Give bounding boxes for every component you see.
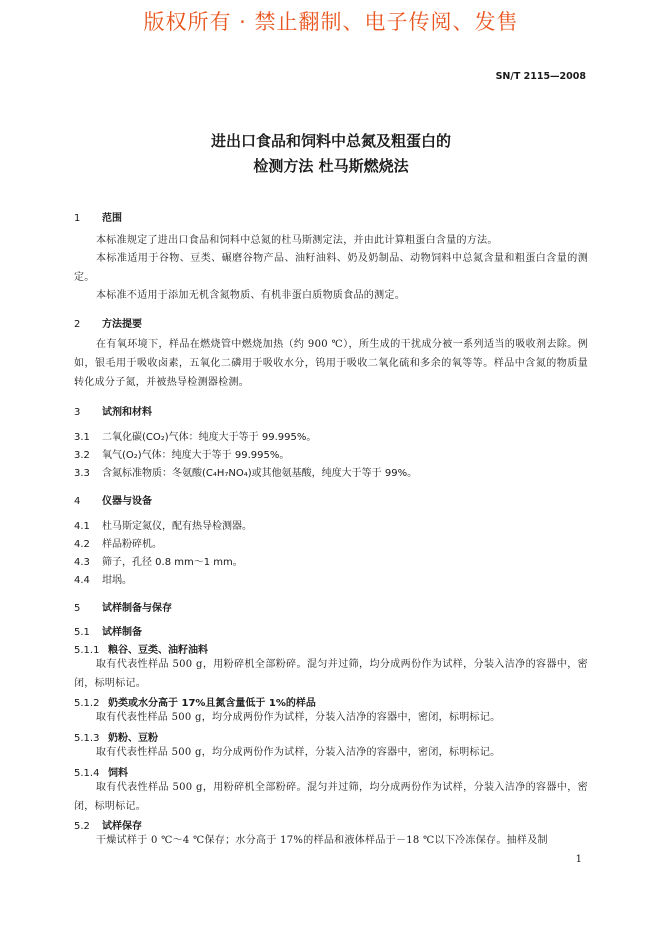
section-title: 仪器与设备 [102, 496, 152, 507]
subsection-5-1-1-text: 取有代表性样品 500 g，用粉碎机全部粉碎。混匀并过筛，均分成两份作为试样，分装入洁净的容器中，密闭，标明标记。 [74, 659, 588, 689]
section-1-heading [74, 209, 122, 224]
list-item [74, 464, 417, 479]
section-title: 范围 [102, 213, 122, 224]
item-text: 氧气(O₂)气体：纯度大于等于 99.995%。 [102, 450, 290, 461]
section-number: 5 [74, 603, 81, 614]
section-2-heading [74, 315, 142, 330]
subsection-number: 5.2 [74, 821, 90, 832]
section-1-para-2: 本标准适用于谷物、豆类、碾磨谷物产品、油籽油料、奶及奶制品、动物饲料中总氮含量和粗蛋白含量的测定。 [74, 253, 588, 283]
list-item [74, 535, 162, 550]
subsection-5-1-3-heading [74, 729, 158, 744]
subsection-number: 5.1 [74, 627, 90, 638]
section-5-heading [74, 599, 172, 614]
subsection-title: 试样保存 [102, 821, 142, 832]
subsection-title: 奶类或水分高于 17%且氮含量低于 1%的样品 [108, 698, 316, 709]
page-number: 1 [575, 854, 582, 865]
list-item [74, 517, 252, 532]
subsection-number: 5.1.2 [74, 698, 100, 709]
section-number: 3 [74, 407, 81, 418]
subsection-5-1-4-text: 取有代表性样品 500 g，用粉碎机全部粉碎。混匀并过筛，均分成两份作为试样，分装入洁净的容器中，密闭，标明标记。 [74, 782, 588, 812]
subsection-title: 饲料 [108, 768, 128, 779]
section-title: 试剂和材料 [102, 407, 152, 418]
item-number: 4.2 [74, 539, 90, 550]
item-number: 4.1 [74, 521, 90, 532]
subsection-title: 奶粉、豆粉 [108, 733, 158, 744]
copyright-watermark: 版权所有 · 禁止翻制、电子传阅、发售 [143, 10, 519, 34]
item-number: 3.2 [74, 450, 90, 461]
section-number: 4 [74, 496, 81, 507]
item-text: 二氧化碳(CO₂)气体：纯度大于等于 99.995%。 [102, 432, 317, 443]
subsection-5-1-1-heading [74, 641, 208, 656]
subsection-5-1-heading [74, 623, 142, 638]
section-2-para-1: 在有氧环境下，样品在燃烧管中燃烧加热（约 900 ℃），所生成的干扰成分被一系列适当的吸收剂去除。例如，银毛用于吸收卤素，五氧化二磷用于吸收水分，钨用于吸收二氧化硫和多余的氧等等。样品中含氮的物质量转化成分子氮，并被热导检测器检测。 [74, 339, 588, 388]
item-number: 3.1 [74, 432, 90, 443]
subsection-number: 5.1.1 [74, 645, 100, 656]
section-4-heading [74, 492, 152, 507]
list-item [74, 428, 316, 443]
list-item [74, 446, 289, 461]
document-title-line1: 进出口食品和饲料中总氮及粗蛋白的 [210, 132, 451, 150]
list-item [74, 571, 132, 586]
subsection-5-1-4-heading [74, 764, 128, 779]
subsection-5-1-2-heading [74, 694, 316, 709]
item-text: 杜马斯定氮仪，配有热导检测器。 [102, 521, 252, 532]
subsection-title: 粮谷、豆类、油籽油料 [108, 645, 208, 656]
section-title: 试样制备与保存 [102, 603, 172, 614]
item-text: 筛子，孔径 0.8 mm～1 mm。 [102, 557, 243, 568]
item-number: 4.4 [74, 575, 90, 586]
section-3-heading [74, 403, 152, 418]
section-1-para-1: 本标准规定了进出口食品和饲料中总氮的杜马斯测定法，并由此计算粗蛋白含量的方法。 [96, 235, 498, 246]
subsection-number: 5.1.3 [74, 733, 100, 744]
item-text: 含氮标准物质：冬氨酸(C₄H₇NO₄)或其他氨基酸，纯度大于等于 99%。 [102, 468, 418, 479]
item-text: 样品粉碎机。 [102, 539, 162, 550]
item-text: 坩埚。 [102, 575, 132, 586]
subsection-number: 5.1.4 [74, 768, 100, 779]
section-title: 方法提要 [102, 319, 142, 330]
section-1-para-3: 本标准不适用于添加无机含氮物质、有机非蛋白质物质食品的测定。 [96, 290, 405, 301]
subsection-5-2-text: 干燥试样于 0 ℃～4 ℃保存；水分高于 17%的样品和液体样品于－18 ℃以下冷冻保存。抽样及制 [96, 835, 548, 846]
item-number: 3.3 [74, 468, 90, 479]
document-title-line2: 检测方法 杜马斯燃烧法 [253, 157, 409, 175]
list-item [74, 553, 243, 568]
section-number: 1 [74, 213, 81, 224]
subsection-5-1-2-text: 取有代表性样品 500 g，均分成两份作为试样，分装入洁净的容器中，密闭，标明标记。 [96, 712, 501, 723]
section-number: 2 [74, 319, 81, 330]
item-number: 4.3 [74, 557, 90, 568]
subsection-5-2-heading [74, 817, 142, 832]
standard-number: SN/T 2115—2008 [495, 71, 586, 82]
subsection-5-1-3-text: 取有代表性样品 500 g，均分成两份作为试样，分装入洁净的容器中，密闭，标明标记。 [96, 747, 501, 758]
subsection-title: 试样制备 [102, 627, 142, 638]
